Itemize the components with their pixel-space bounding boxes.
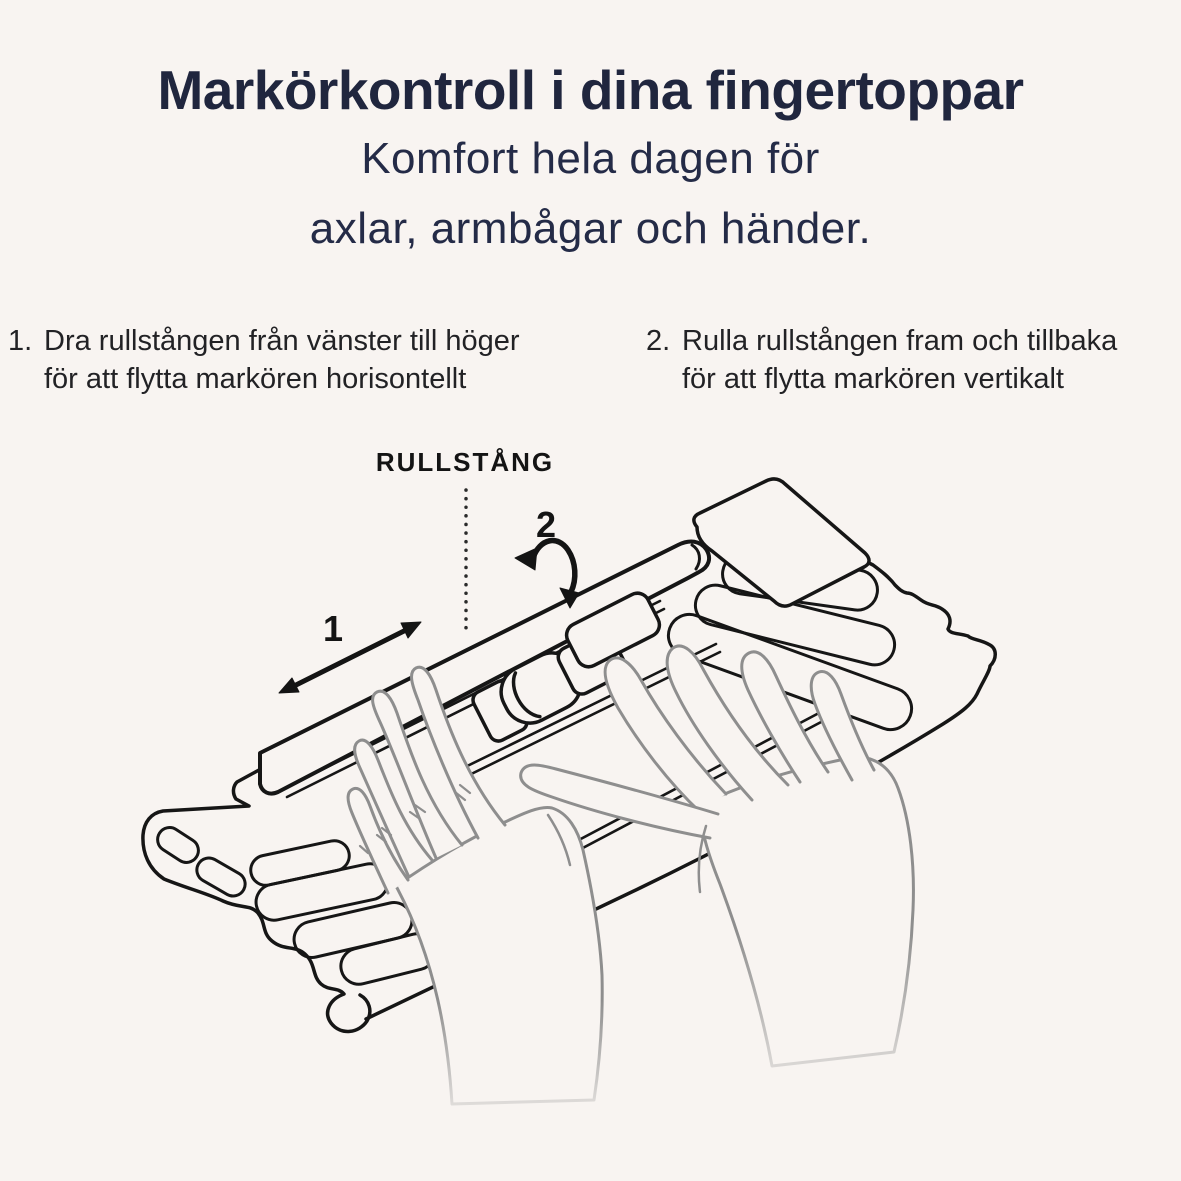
left-wrist-fade: [415, 1000, 645, 1181]
instruction-2-number: 2.: [646, 325, 671, 357]
instruction-1-text: Dra rullstången från vänster till höger för att flytta markören horisontellt: [44, 325, 520, 395]
subtitle-line-1: Komfort hela dagen för: [361, 134, 820, 183]
right-wrist-fade: [680, 930, 1020, 1181]
rullstang-label: RULLSTÅNG: [375, 447, 555, 477]
arrow-roll-vertical: [515, 541, 579, 608]
subtitle-line-2: axlar, armbågar och händer.: [309, 204, 872, 253]
step-1-marker: 1: [322, 608, 344, 649]
page-title: Markörkontroll i dina fingertoppar: [157, 59, 1024, 121]
step-2-marker: 2: [535, 504, 557, 545]
instruction-1-number: 1.: [8, 325, 33, 357]
instruction-2-text: Rulla rullstången fram och tillbaka för att flytta markören vertikalt: [682, 325, 1118, 395]
